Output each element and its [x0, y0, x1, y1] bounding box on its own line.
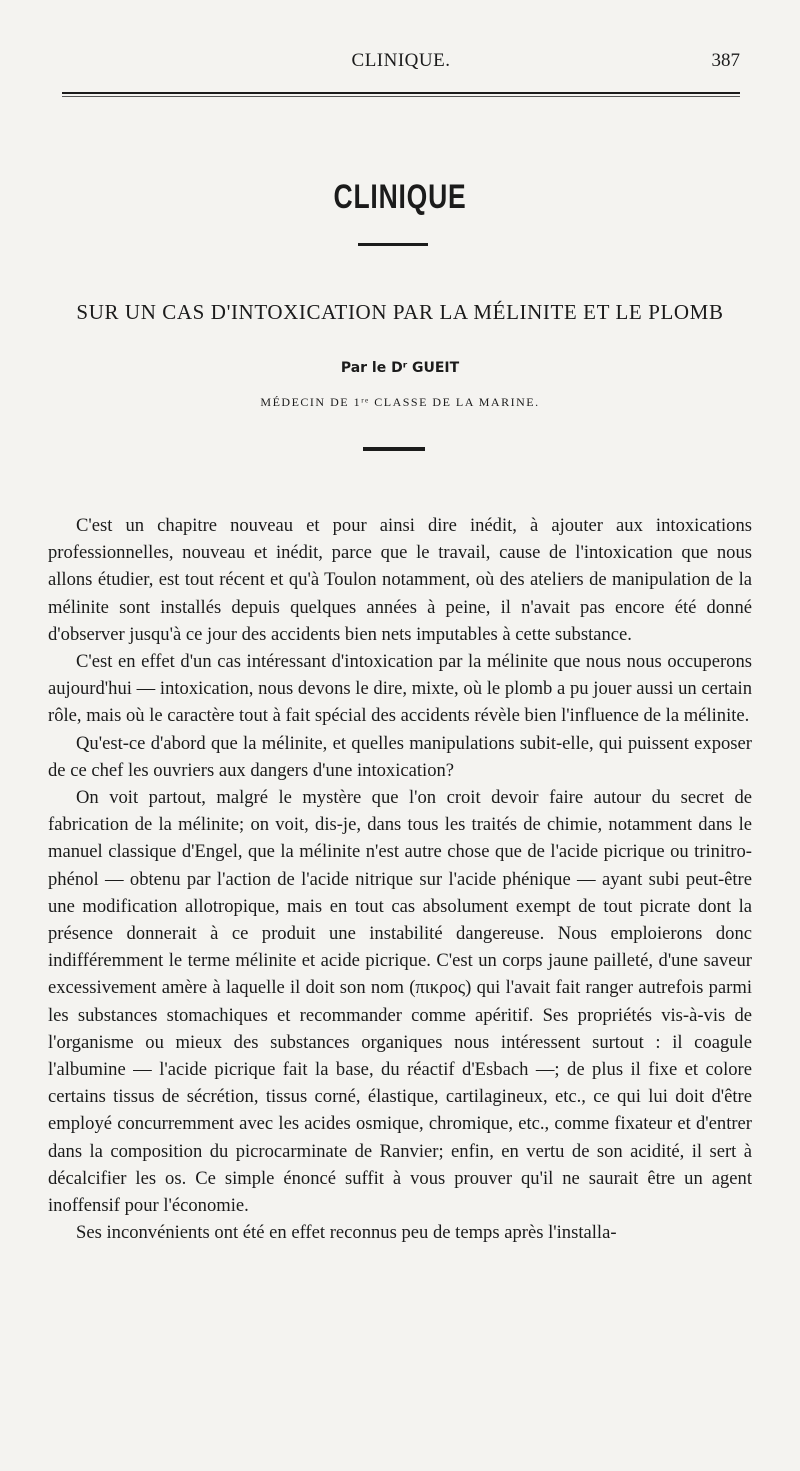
paragraph: Qu'est-ce d'abord que la mélinite, et quelles manipulations subit-elle, qui puissent exposer de ce chef les ouvriers aux dangers d'une intoxication?: [48, 732, 752, 781]
paragraph: Ses inconvénients ont été en effet reconnus peu de temps après l'installa-: [76, 1222, 617, 1244]
author-affiliation: MÉDECIN DE 1ʳᵉ CLASSE DE LA MARINE.: [260, 395, 540, 409]
section-title: CLINIQUE: [333, 178, 467, 216]
header-rule-thin: [62, 96, 740, 97]
paragraph: C'est en effet d'un cas intéressant d'intoxication par la mélinite que nous nous occuperons aujourd'hui — intoxication, nous devons le dire, mixte, où le plomb a pu jouer aussi un certain rôle, mais où le caractère tout à fait spécial des accidents révèle bien l'influence de la mélinite.: [48, 651, 752, 727]
running-title: CLINIQUE.: [351, 50, 451, 71]
article-title: SUR UN CAS D'INTOXICATION PAR LA MÉLINITE ET LE PLOMB: [76, 300, 724, 324]
page-number: 387: [711, 50, 740, 71]
article-body: [48, 512, 752, 1246]
header-rule: [62, 92, 740, 94]
paragraph: On voit partout, malgré le mystère que l'on croit devoir faire autour du secret de fabrication de la mélinite; on voit, dis-je, dans tous les traités de chimie, notamment dans le manuel classique d'Engel, que la mélinite n'est autre chose que de l'acide picrique ou trinitro-phénol — obtenu par l'action de l'acide nitrique sur l'acide phénique — ayant subi peut-être une modification allotropique, mais en tout cas absolument exempt de tout picrate dont la présence donnerait à ce produit une instabilité dangereuse. Nous emploierons donc indifféremment le terme mélinite et acide picrique. C'est un corps jaune pailleté, d'une saveur excessivement amère à laquelle il doit son nom (πικρος) qui l'avait fait ranger autrefois parmi les substances stomachiques et recommander comme apéritif. Ses propriétés vis-à-vis de l'organisme ou mieux des substances organiques nous intéressent surtout : il coagule l'albumine — l'acide picrique fait la base, du réactif d'Esbach —; de plus il fixe et colore certains tissus de sécrétion, tissus corné, élastique, cartilagineux, etc., ce qui lui doit d'être employé concurremment avec les acides osmique, chromique, etc., comme fixateur et d'entrer dans la composition du picrocarminate de Ranvier; enfin, en vertu de son acidité, il sert à décalcifier les os. Ce simple énoncé suffit à vous prouver qu'il ne saurait être un agent inoffensif pour l'économie.: [48, 787, 752, 1217]
author-byline: Par le Dʳ GUEIT: [340, 360, 460, 376]
paragraph: C'est un chapitre nouveau et pour ainsi dire inédit, à ajouter aux intoxications professionnelles, nouveau et inédit, parce que le travail, cause de l'intoxication que nous allons étudier, est tout récent et qu'à Toulon notamment, où des ateliers de manipulation de la mélinite sont installés depuis quelques années à peine, il n'avait pas encore été donné d'observer jusqu'à ce jour des accidents bien nets imputables à cette substance.: [48, 515, 752, 645]
section-title-rule: [358, 243, 428, 246]
separator-rule: [363, 447, 425, 451]
page-header: [62, 50, 740, 78]
